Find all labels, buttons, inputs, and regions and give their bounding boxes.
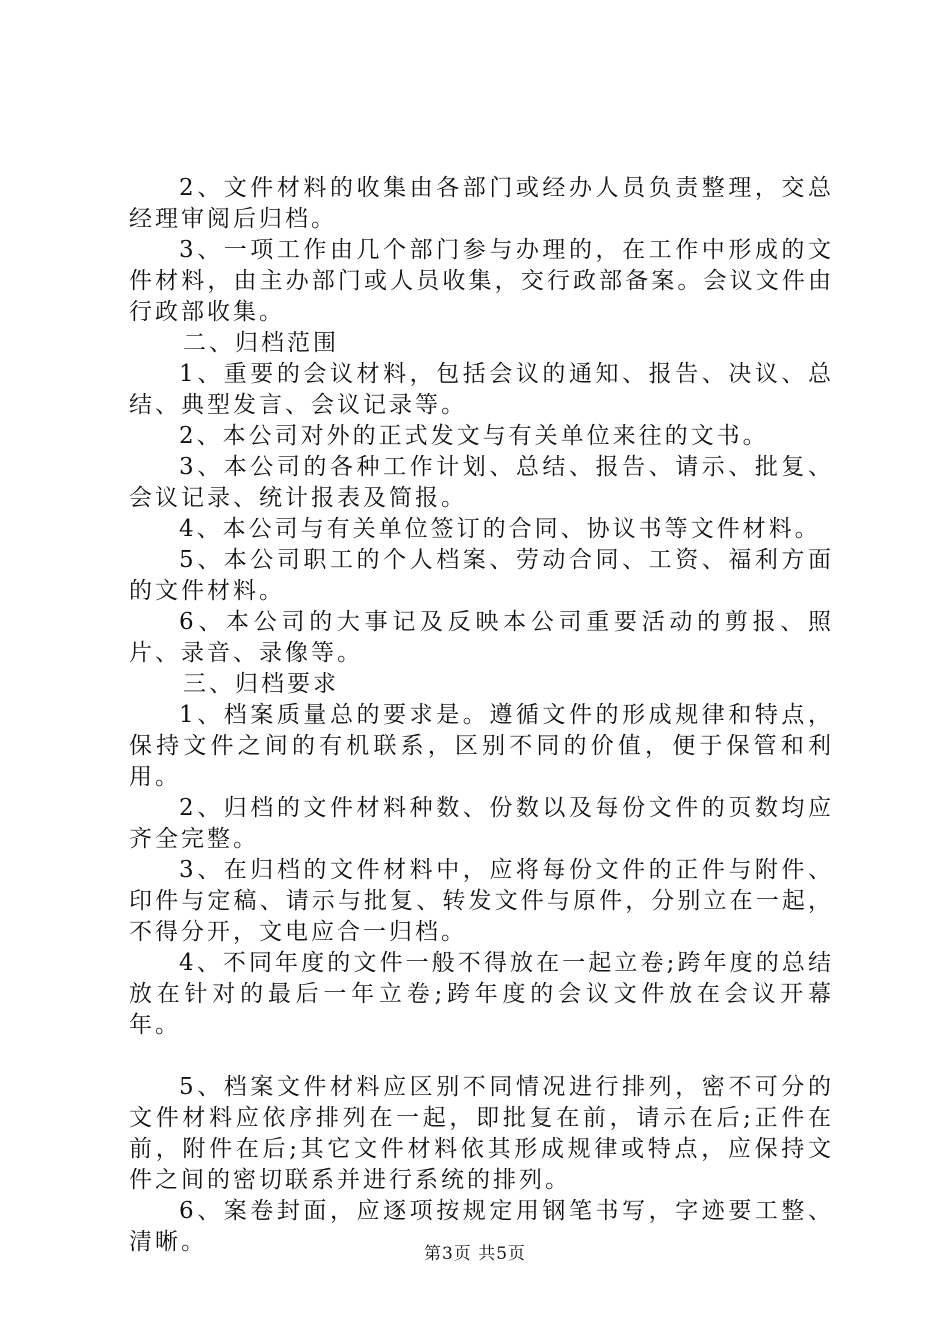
paragraph-scope-work-plans: 3、本公司的各种工作计划、总结、报告、请示、批复、会议记录、统计报表及简报。 [129,454,834,511]
paragraph-scope-contracts: 4、本公司与有关单位签订的合同、协议书等文件材料。 [179,516,821,542]
document-body [129,173,834,1258]
paragraph-req-completeness: 2、归档的文件材料种数、份数以及每份文件的页数均应齐全完整。 [129,795,834,852]
paragraph-req-quality: 1、档案质量总的要求是。遵循文件的形成规律和特点，保持文件之间的有机联系，区别不同的价值，便于保管和利用。 [129,702,834,790]
paragraph-gap [129,1041,834,1072]
paragraph-scope-meeting-materials: 1、重要的会议材料，包括会议的通知、报告、决议、总结、典型发言、会议记录等。 [129,361,834,418]
paragraph-scope-official-documents: 2、本公司对外的正式发文与有关单位来往的文书。 [179,423,769,449]
paragraph-req-cover-writing: 6、案卷封面，应逐项按规定用钢笔书写，字迹要工整、清晰。 [129,1198,834,1255]
paragraph-multi-department-work: 3、一项工作由几个部门参与办理的，在工作中形成的文件材料，由主办部门或人员收集，交行政部备案。会议文件由行政部收集。 [129,237,834,325]
section-heading-archive-requirements: 三、归档要求 [183,671,339,697]
page-number-footer: 第3页 共5页 [423,1244,527,1264]
paragraph-scope-personnel-files: 5、本公司职工的个人档案、劳动合同、工资、福利方面的文件材料。 [129,547,834,604]
paragraph-req-grouping: 3、在归档的文件材料中，应将每份文件的正件与附件、印件与定稿、请示与批复、转发文件与原件，分别立在一起，不得分开，文电应合一归档。 [129,857,834,945]
paragraph-req-annual-filing: 4、不同年度的文件一般不得放在一起立卷;跨年度的总结放在针对的最后一年立卷;跨年度的会议文件放在会议开幕年。 [129,950,834,1038]
section-heading-archive-scope: 二、归档范围 [183,330,339,356]
paragraph-collection-responsibility: 2、文件材料的收集由各部门或经办人员负责整理，交总经理审阅后归档。 [129,175,834,232]
paragraph-scope-major-events: 6、本公司的大事记及反映本公司重要活动的剪报、照片、录音、录像等。 [129,609,834,666]
paragraph-req-ordering: 5、档案文件材料应区别不同情况进行排列，密不可分的文件材料应依序排列在一起，即批复在前，请示在后;正件在前，附件在后;其它文件材料依其形成规律或特点，应保持文件之间的密切联系并进行系统的排列。 [129,1074,834,1193]
